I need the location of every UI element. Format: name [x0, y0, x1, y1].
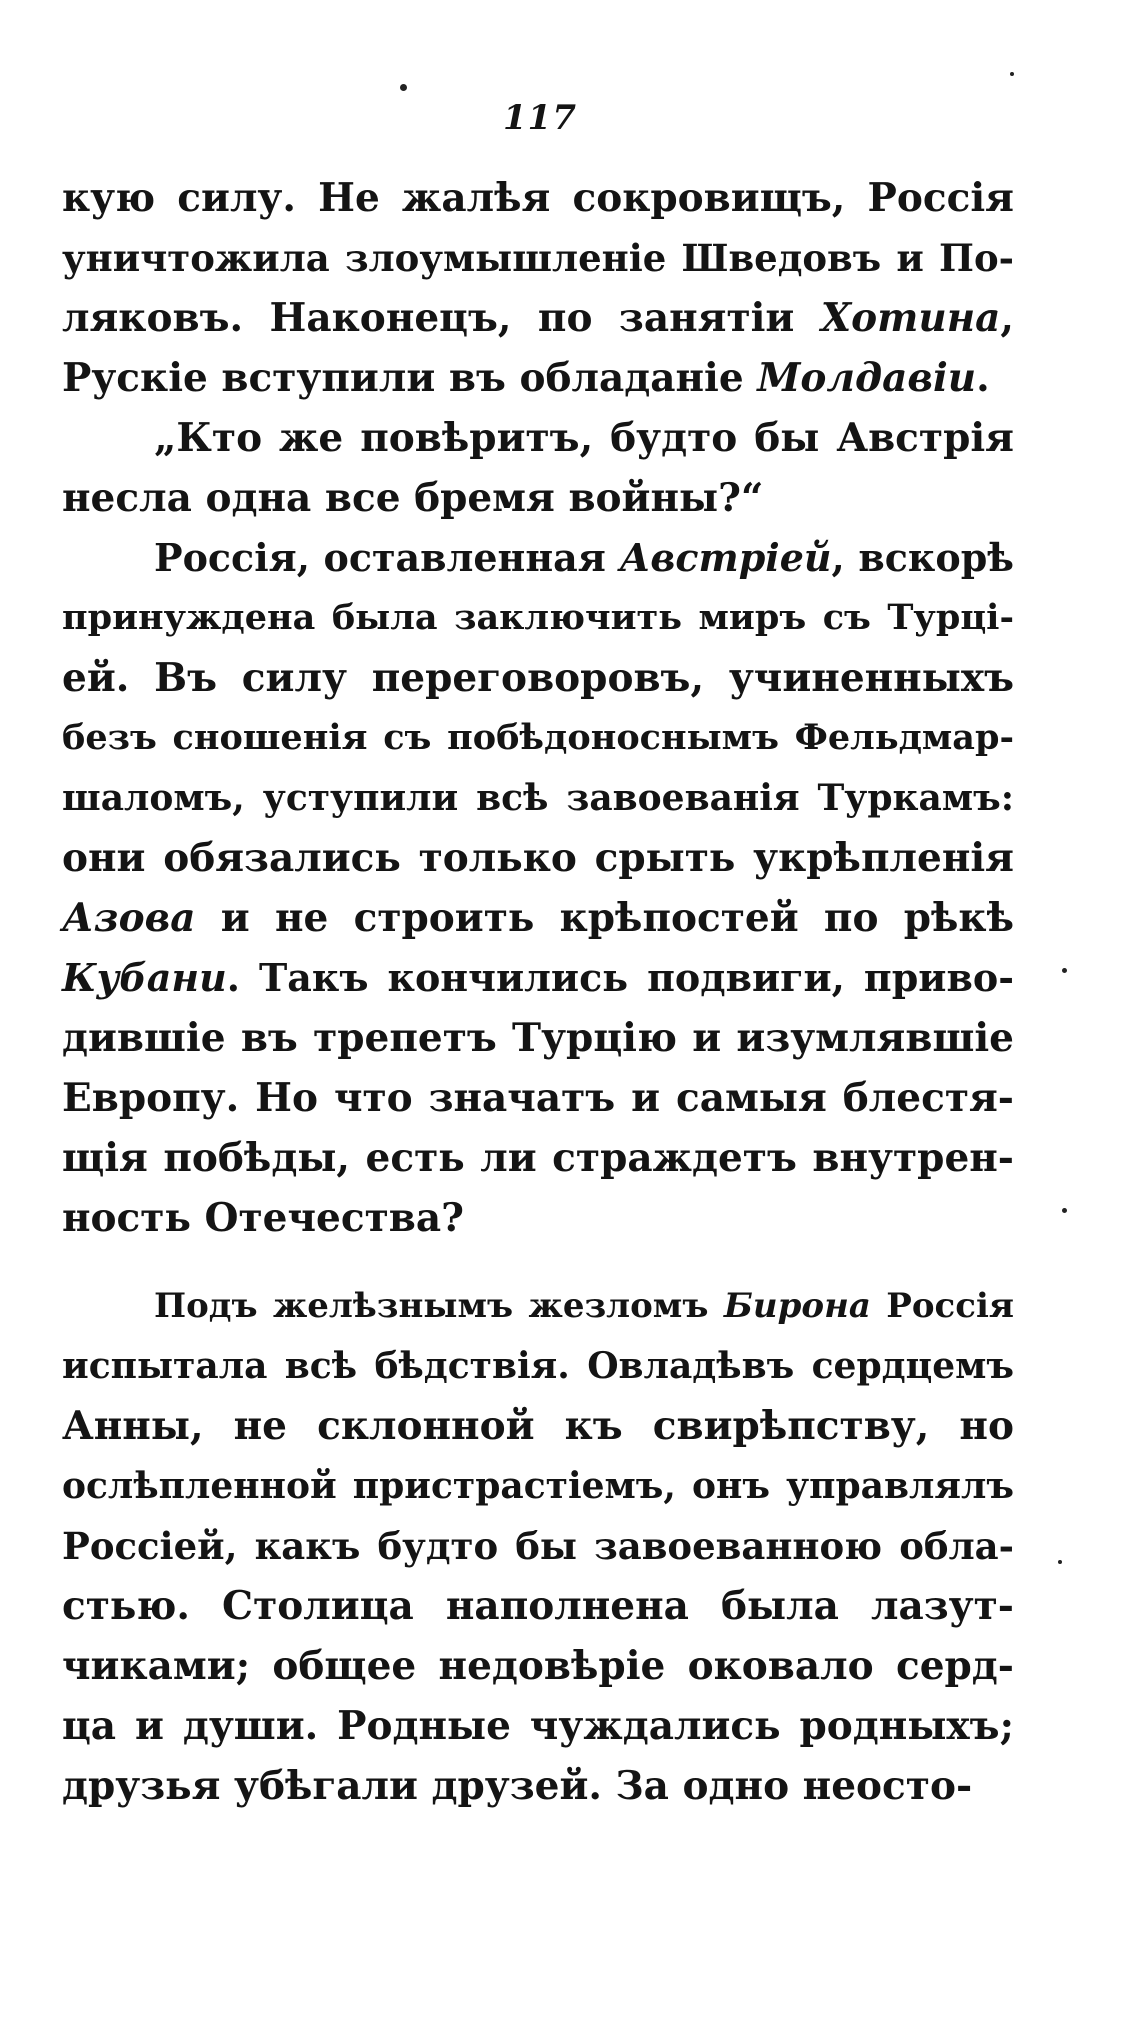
ink-speck: [400, 84, 407, 91]
text-line: стью. Столица наполнена была лазут-: [62, 1583, 1014, 1629]
text-line: чиками; общее недовѣріе оковало серд-: [62, 1643, 1014, 1689]
text-line: друзья убѣгали друзей. За одно неосто-: [62, 1763, 973, 1809]
ink-speck: [1062, 968, 1067, 973]
text-line: Рускіе вступили въ обладаніе Молдавіи.: [62, 355, 990, 401]
text-line: безъ сношенія съ побѣдоноснымъ Фельдмар-: [62, 717, 1014, 758]
italic-name: Азова: [62, 895, 196, 941]
text-line: дившіе въ трепетъ Турцію и изумлявшіе: [62, 1015, 1014, 1061]
text-line: Европу. Но что значатъ и самыя блестя-: [62, 1075, 1014, 1121]
text-line: „Кто же повѣритъ, будто бы Австрія: [154, 415, 1014, 461]
italic-name: Бирона: [723, 1286, 871, 1326]
page-number: 117: [503, 98, 577, 138]
text-line: Подъ желѣзнымъ жезломъ Бирона Россія: [154, 1286, 1014, 1326]
italic-name: Хотина: [820, 295, 1001, 341]
paragraph: [62, 408, 1014, 528]
text-line: Россіей, какъ будто бы завоеванною обла-: [62, 1524, 1014, 1568]
text-line: кую силу. Не жалѣя сокровищъ, Россія: [62, 175, 1014, 221]
italic-name: Молдавіи: [757, 355, 977, 401]
paragraph: [62, 168, 1014, 408]
text-line: уничтожила злоумышленіе Шведовъ и По-: [62, 236, 1014, 280]
text-line: испытала всѣ бѣдствія. Овладѣвъ сердцемъ: [62, 1345, 1014, 1387]
text-line: принуждена была заключить миръ съ Турці-: [62, 597, 1014, 638]
text-line: шаломъ, уступили всѣ завоеванія Туркамъ:: [62, 777, 1014, 819]
text-line: Азова и не строить крѣпостей по рѣкѣ: [62, 895, 1014, 941]
paragraph-gap: [62, 1248, 1014, 1276]
text-line: Кубани. Такъ кончились подвиги, приво-: [62, 955, 1014, 1000]
text-line: несла одна все бремя войны?“: [62, 475, 764, 521]
text-line: они обязались только срыть укрѣпленія: [62, 835, 1014, 881]
paragraph: [62, 1276, 1014, 1816]
text-line: ца и души. Родные чуждались родныхъ;: [62, 1703, 1014, 1749]
text-line: Анны, не склонной къ свирѣпству, но: [62, 1403, 1014, 1449]
text-line: ослѣпленной пристрастіемъ, онъ управлялъ: [62, 1465, 1014, 1507]
text-line: ляковъ. Наконецъ, по занятіи Хотина,: [62, 295, 1014, 341]
italic-name: Кубани: [62, 955, 227, 1000]
ink-speck: [1058, 1560, 1062, 1564]
page-body: [62, 168, 1014, 1816]
paragraph: [62, 528, 1014, 1248]
ink-speck: [1010, 72, 1014, 76]
text-line: Россія, оставленная Австріей, вскорѣ: [154, 535, 1014, 580]
text-line: щія побѣды, есть ли страждетъ внутрен-: [62, 1135, 1014, 1181]
text-line: ность Отечества?: [62, 1195, 464, 1241]
text-line: ей. Въ силу переговоровъ, учиненныхъ: [62, 655, 1014, 701]
italic-name: Австріей: [619, 535, 832, 580]
ink-speck: [1062, 1208, 1067, 1213]
